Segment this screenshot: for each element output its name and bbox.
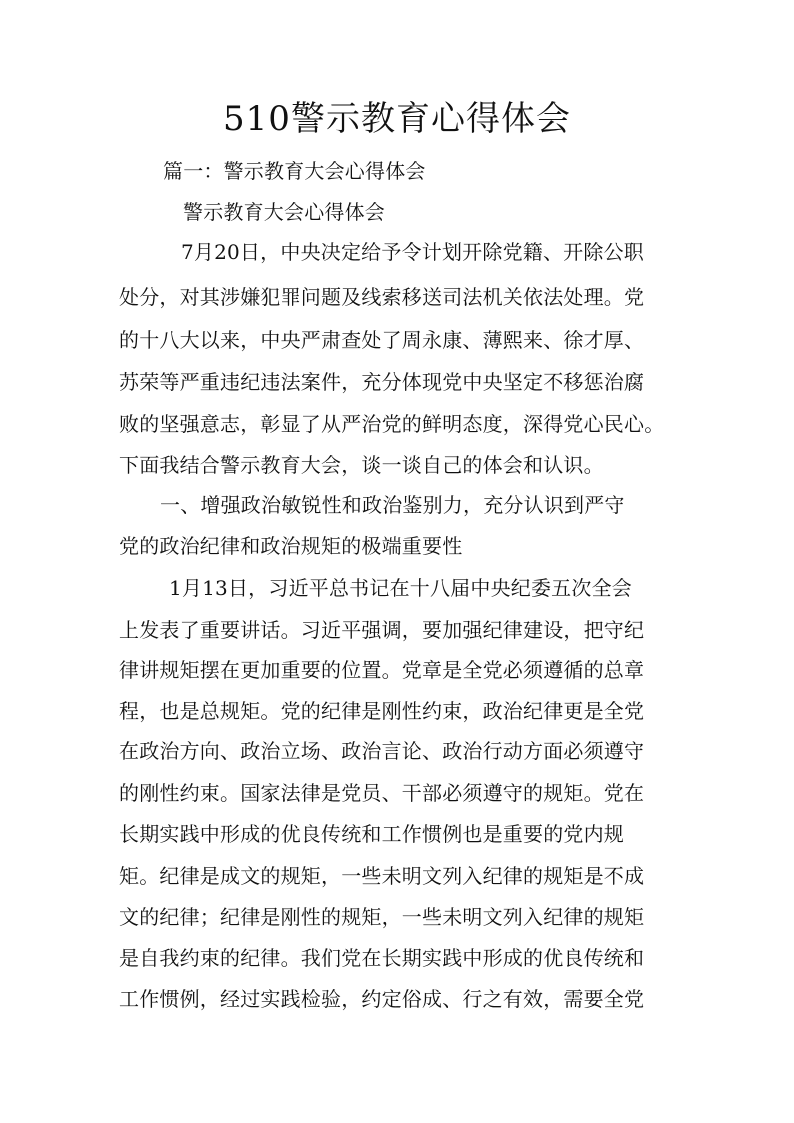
body-line: 文的纪律；纪律是刚性的规矩，一些未明文列入纪律的规矩 [119, 905, 645, 929]
section-heading: 篇一：警示教育大会心得体会 [163, 159, 426, 183]
body-line: 工作惯例，经过实践检验，约定俗成、行之有效，需要全党 [119, 987, 645, 1011]
body-line: 处分，对其涉嫌犯罪问题及线索移送司法机关依法处理。党 [119, 285, 645, 309]
body-line: 矩。纪律是成文的规矩，一些未明文列入纪律的规矩是不成 [119, 864, 645, 888]
body-line: 下面我结合警示教育大会，谈一谈自己的体会和认识。 [119, 453, 604, 477]
body-line: 7月20日，中央决定给予令计划开除党籍、开除公职 [181, 240, 644, 264]
subheading: 警示教育大会心得体会 [183, 200, 385, 224]
body-line: 苏荣等严重违纪违法案件，充分体现党中央坚定不移惩治腐 [119, 370, 645, 394]
body-line: 败的坚强意志，彰显了从严治党的鲜明态度，深得党心民心。 [119, 412, 665, 436]
body-line: 1月13日，习近平总书记在十八届中央纪委五次全会 [169, 576, 632, 600]
point-heading-line: 党的政治纪律和政治规矩的极端重要性 [119, 534, 463, 558]
body-line: 上发表了重要讲话。习近平强调，要加强纪律建设，把守纪 [119, 618, 645, 642]
body-line: 律讲规矩摆在更加重要的位置。党章是全党必须遵循的总章 [119, 658, 645, 682]
body-line: 的刚性约束。国家法律是党员、干部必须遵守的规矩。党在 [119, 781, 645, 805]
document-title: 510警示教育心得体会 [223, 99, 571, 139]
body-line: 长期实践中形成的优良传统和工作惯例也是重要的党内规 [119, 822, 624, 846]
body-line: 程，也是总规矩。党的纪律是刚性约束，政治纪律更是全党 [119, 699, 645, 723]
point-heading-line: 一、增强政治敏锐性和政治鉴别力，充分认识到严守 [160, 493, 625, 517]
body-line: 在政治方向、政治立场、政治言论、政治行动方面必须遵守 [119, 739, 645, 763]
body-line: 的十八大以来，中央严肃查处了周永康、薄熙来、徐才厚、 [119, 328, 645, 352]
body-line: 是自我约束的纪律。我们党在长期实践中形成的优良传统和 [119, 946, 645, 970]
